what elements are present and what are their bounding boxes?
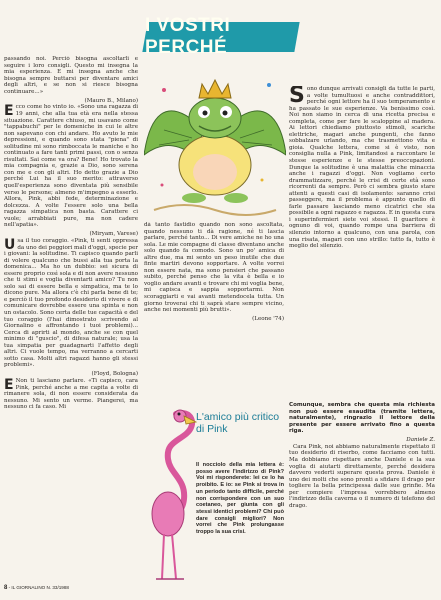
- drop-cap: E: [4, 103, 14, 120]
- section-title: I VOSTRI PERCHÉ: [145, 15, 231, 58]
- sidebar-body: Il nocciolo della mia lettera è: posso avere l'indirizzo di Pink? Voi mi risponderete: lei ce lo ha proibito. E io: se Pink si trova in un periodo tanto difficile, perché non corrispondere con un suo coetaneo, per giunta con gli stessi identici problemi? Chi può dare consigli migliori? Non vorrei che Pink prolungasse troppo la sua crisi.: [196, 462, 284, 536]
- section-title-banner: [142, 15, 299, 58]
- column-2: [144, 222, 284, 394]
- page-number: 8: [4, 585, 8, 591]
- drop-cap: E: [4, 377, 14, 394]
- letter-paragraph: dà tanto fastidio quando non sono ascoltata, quando nessuno ti dà ragione, né ti lascia parlare, perché tanto... Di vere amiche ne ho una sola. Le mie compagne di classe diventano anche solo quando fa comodo. Sono un po' amica di altre due, ma mi sento un peso inutile che due finte martiri devono sopportare. A volte vorrei non essere nata, ma sono pensieri che passano subito, perché penso che la vita è bella e io voglio andare avanti e trovare chi mi voglia bene, mi capisca e sappia sopportarmi. Non scoraggiarti e vai avanti metendocela tutta. Un giorno troverai chi ti saprà stare sempre vicino, anche nei momenti più brutti».: [144, 222, 284, 314]
- drop-cap: U: [4, 236, 16, 253]
- column-1: [4, 56, 138, 584]
- letter-signature: (Miryam, Varese): [89, 231, 138, 238]
- letter-paragraph: E Non ti lasciano parlare. «Ti capisco, cara Pink, perché anche a me capita a volte di rimanere sola, di non essere considerata da nessuno. Mi sento un verme. Piangerei, ma nessuno ci fa caso. Mi: [4, 377, 138, 411]
- letter-signature: (Leone '74): [252, 316, 284, 323]
- footer-text: - IL GIORNALINO N. 33/1988: [8, 585, 69, 590]
- flamingo-illustration: [146, 404, 200, 584]
- drop-cap: S: [289, 86, 305, 108]
- letter-signature: (Mauro B., Milano): [84, 97, 138, 104]
- letter-paragraph: Ecco come ho vinto io. «Sono una ragazza di 19 anni, che alla tua età era nella stessa situazione. Carattere chiuso, mi usavano come "tappabuchi" per le domeniche in cui le altre non sapevano con chi andare. Ho avuto le mie depressioni, e quando sono stata "piena" di solitudine mi sono rimboccata le maniche e ho continuato a fare tanti primi passi, con o senza risultati. Sai come va ora? Bene! Ho trovato la mia compagnia e, grazie a Dio, sono serena con me e con gli altri. Ho detto grazie a Dio perché Lui ha il suo merito: attraverso quell'esperienza sono diventata più sensibile verso le persone; almeno m'impegno a esserlo. Allora, Pink, abbi fede, determinazione e dolcezza. A volte l'essere solo una bella ragazza simpatica non basta. Carattere ci vuole; arrabbiati pure, ma non cadere nell'apatia».: [4, 103, 138, 229]
- editorial-paragraph: Sono dunque arrivati consigli da tutte le parti, a volte tumultuosi e anche contraddittori, perché ogni lettore ha il suo temperamento e ha passato le sue esperienze. Va benissimo così. Noi non siamo in cerca di una ricetta precisa e completa, come per fare le scaloppine al madera. Ai lettori chiediamo piuttosto stimoli, scariche elettriche, magari anche pungenti, che fanno sobbalzare urlando, ma che trasmettono vita e gioia. Qualche lettera, come si è visto, non consiglia nulla a Pink, limitandosi a raccontare le stesse esperienze e le stesse preoccupazioni. Dunque la solitudine è una malattia che minaccia anche i ragazzi d'oggi. Non vogliamo certo drammatizzare, perché le crisi di certe età sono ricorrenti da sempre. Però ci sembra giusto stare attenti a questi casi di isolamento: saranno crisi passeggere, ma il problema è appunto quello di farle passare lasciando meno cicatrici che sia possibile a ogni ragazzo e ragazza. E in questa cura i superinfermieri siete voi stessi. Il guaritore è ognuno di voi, quando rompe una barriera di silenzio intorno a qualcuno, con una parola, con una risata, magari con uno strillo: tutto fa, tutto è meglio del silenzio.: [289, 86, 435, 250]
- letter-signature: (Floyd, Bologna): [91, 371, 138, 378]
- letter-signature: Daniele Z.: [406, 437, 435, 444]
- letter-paragraph: Comunque, sembra che questa mia richiesta non può essere esaudita (tramite lettera, naturalmente), ringrazio il lettore della presente per essere arrivato fino a questa riga.: [289, 402, 435, 435]
- column-4: [289, 402, 435, 582]
- letter-paragraph: Usa il tuo coraggio. «Pink, ti senti oppressa da uno dei peggiori mali d'oggi, specie per i giovani: la solitudine. Ti capisco quando parli di volere qualcuno che bussi alla tua porta la domenica... Ma ho un dubbio: sei sicura di essere proprio così sola e di non avere nessuno che ti stimi e voglia diventarti amico? Tu non solo sai di essere bella e simpatica, ma te lo dicono pure. Ma allora c'è chi parla bene di te; e perciò il tuo profondo desiderio di vivere e di comunicare dovrebbe essere una spinta e non un ostacolo. Sono certa delle tue capacità e del tuo coraggio (l'hai dimostrato scrivendo al Giornalino e affrontando i tuoi problemi)... Cerca di aprirti al mondo, anche se con quel minimo di "guscio", di difesa naturale; usa la tua simpatia per guadagnarti l'affetto degli altri. Ci vuole tempo, ma verranno a cercarti sotto casa. Molti altri ragazzi hanno gli stessi problemi».: [4, 236, 138, 369]
- page-footer: [4, 585, 69, 591]
- letter-paragraph: passando noi. Perciò bisogna ascoltarli e seguire i loro consigli. Questo mi insegna la mia esperienza. E mi insegna anche che bisogna sempre buttarsi per diventare amici degli altri, e se non si riesce bisogna continuare...»: [4, 56, 138, 95]
- editorial-paragraph: Cara Pink, noi abbiamo naturalmente rispettato il tuo desiderio di riserbo, come facciamo con tutti. Ma dobbiamo rispettare anche Daniele e la sua voglia di aiutarti direttamente, perché desidera davvero vederti superare questa prova. Daniele è uno dei molti che sono pronti a sfidare il drago per togliere la bella principessa dalle sue grinfie. Ma per compiere l'impresa vorrebbero almeno l'indirizzo della caverna o il numero di telefono del drago.: [289, 443, 435, 509]
- dragon-illustration: [144, 60, 286, 218]
- sidebar-heading: L'amico più critico di Pink: [196, 411, 280, 435]
- column-3: [289, 86, 435, 396]
